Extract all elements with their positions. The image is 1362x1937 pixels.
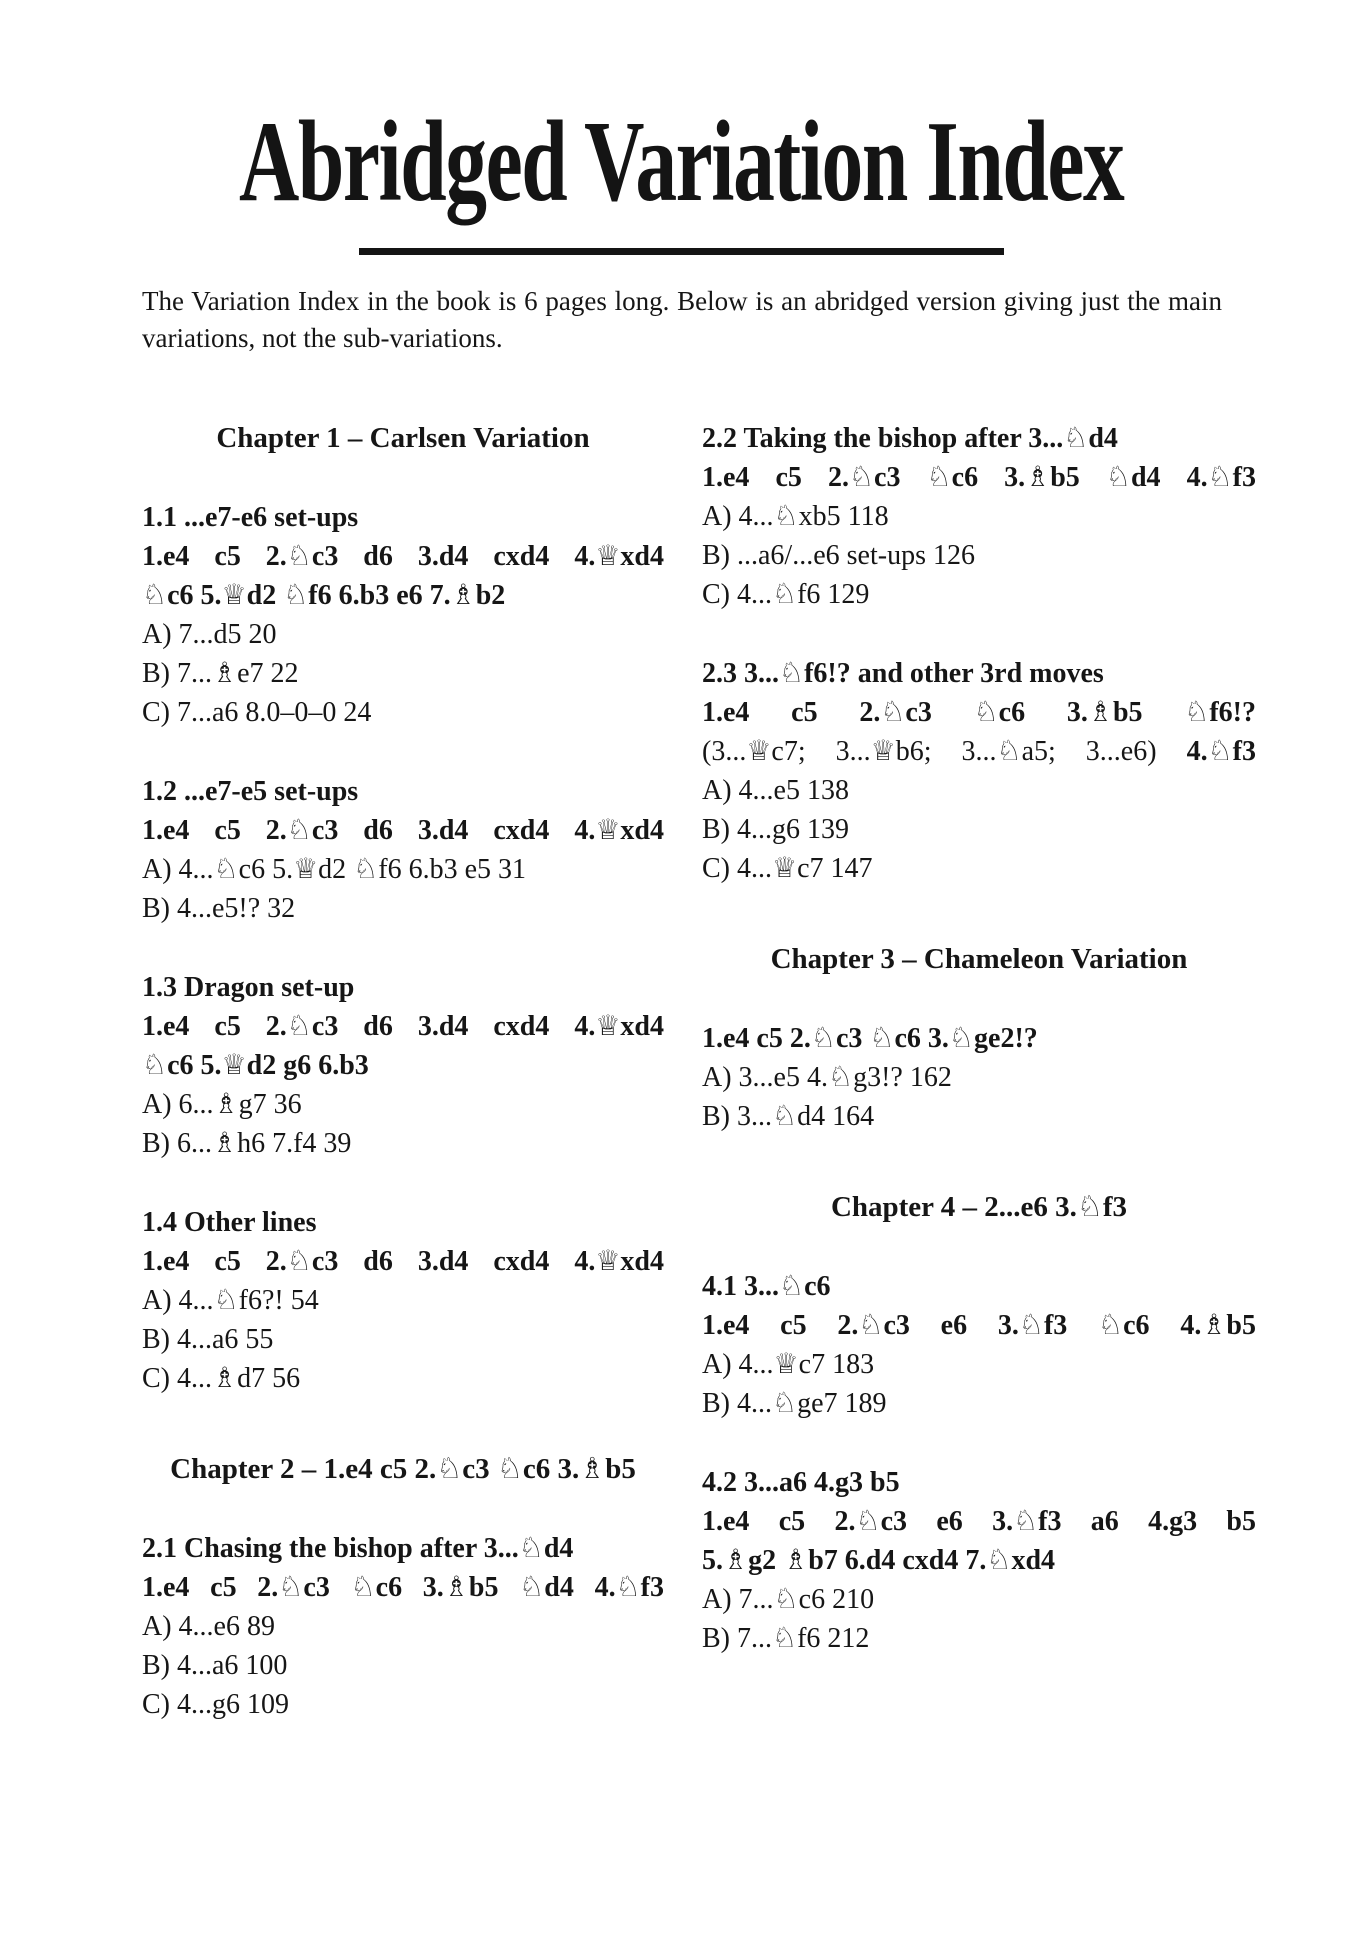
section-heading: 2.3 3...♘f6!? and other 3rd moves (702, 657, 1104, 689)
section-heading: 4.1 3...♘c6 (702, 1270, 831, 1302)
variation-section (702, 654, 1256, 888)
variation-line: B) 6...♗h6 7.f4 39 (142, 1127, 352, 1159)
chapter-heading: Chapter 4 – 2...e6 3.♘f3 (830, 1190, 1128, 1223)
variation-line: B) ...a6/...e6 set-ups 126 (702, 539, 975, 571)
moves-plain-part: (3...♕c7; 3...♕b6; 3...♘a5; 3...e6) (702, 735, 1187, 767)
variation-line: A) 4...e5 138 (702, 774, 849, 806)
variation-section (142, 968, 664, 1163)
moves-line: 1.e4 c5 2.♘c3 e6 3.♘f3 a6 4.g3 b5 (702, 1505, 1256, 1537)
variation-section (702, 419, 1256, 614)
chapter-heading: Chapter 3 – Chameleon Variation (770, 942, 1188, 975)
variation-line: C) 4...♗d7 56 (142, 1362, 301, 1394)
variation-line: B) 4...g6 139 (702, 813, 849, 845)
variation-line: B) 4...a6 55 (142, 1323, 274, 1355)
chapter-heading: Chapter 2 – 1.e4 c5 2.♘c3 ♘c6 3.♗b5 (170, 1452, 636, 1485)
variation-line: A) 7...d5 20 (142, 618, 277, 650)
moves-bold-part: 4.♘f3 (1186, 735, 1256, 767)
variation-line: B) 7...♘f6 212 (702, 1622, 870, 1654)
moves-line: 1.e4 c5 2.♘c3 ♘c6 3.♗b5 ♘f6!? (702, 696, 1256, 728)
section-heading: 2.1 Chasing the bishop after 3...♘d4 (142, 1532, 574, 1564)
variation-line: A) 4...♕c7 183 (702, 1348, 875, 1380)
variation-line: C) 4...♘f6 129 (702, 578, 870, 610)
section-heading: 1.3 Dragon set-up (142, 971, 355, 1003)
variation-section (702, 1019, 1256, 1136)
moves-line: ♘c6 5.♕d2 ♘f6 6.b3 e6 7.♗b2 (142, 579, 506, 611)
section-heading: 2.2 Taking the bishop after 3...♘d4 (702, 422, 1118, 454)
variation-line: C) 4...♕c7 147 (702, 852, 873, 884)
section-heading: 1.4 Other lines (142, 1206, 317, 1238)
variation-line: A) 7...♘c6 210 (702, 1583, 875, 1615)
right-column (702, 419, 1256, 1724)
moves-line (702, 732, 1256, 771)
section-heading: 1.2 ...e7-e5 set-ups (142, 775, 359, 807)
moves-line: 1.e4 c5 2.♘c3 d6 3.d4 cxd4 4.♕xd4 (142, 1010, 664, 1042)
variation-line: C) 4...g6 109 (142, 1688, 289, 1720)
moves-line: 1.e4 c5 2.♘c3 ♘c6 3.♘ge2!? (702, 1022, 1038, 1054)
variation-line: B) 4...♘ge7 189 (702, 1387, 887, 1419)
variation-line: B) 4...e5!? 32 (142, 892, 296, 924)
variation-line: A) 4...e6 89 (142, 1610, 275, 1642)
section-heading: 4.2 3...a6 4.g3 b5 (702, 1466, 900, 1498)
variation-section (142, 498, 664, 732)
page-title (0, 98, 1362, 228)
variation-line: B) 4...a6 100 (142, 1649, 288, 1681)
section-heading: 1.1 ...e7-e6 set-ups (142, 501, 359, 533)
left-column (142, 419, 664, 1724)
variation-line: A) 3...e5 4.♘g3!? 162 (702, 1061, 952, 1093)
variation-line: B) 3...♘d4 164 (702, 1100, 875, 1132)
chapter-heading: Chapter 1 – Carlsen Variation (216, 421, 590, 454)
intro-paragraph: The Variation Index in the book is 6 pages long. Below is an abridged version giving just the main variations, not the sub-variations. (142, 285, 1222, 353)
variation-section (142, 1203, 664, 1398)
moves-line: 1.e4 c5 2.♘c3 d6 3.d4 cxd4 4.♕xd4 (142, 814, 664, 846)
moves-line: 1.e4 c5 2.♘c3 d6 3.d4 cxd4 4.♕xd4 (142, 540, 664, 572)
variation-line: A) 4...♘xb5 118 (702, 500, 889, 532)
moves-line: 1.e4 c5 2.♘c3 e6 3.♘f3 ♘c6 4.♗b5 (702, 1309, 1256, 1341)
columns (0, 419, 1362, 1724)
moves-line: 5.♗g2 ♗b7 6.d4 cxd4 7.♘xd4 (702, 1544, 1056, 1576)
page-title-text: Abridged Variation Index (238, 98, 1124, 226)
moves-line: 1.e4 c5 2.♘c3 ♘c6 3.♗b5 ♘d4 4.♘f3 (702, 461, 1256, 493)
title-rule (359, 248, 1004, 255)
moves-line: 1.e4 c5 2.♘c3 d6 3.d4 cxd4 4.♕xd4 (142, 1245, 664, 1277)
moves-line: ♘c6 5.♕d2 g6 6.b3 (142, 1049, 369, 1081)
variation-line: C) 7...a6 8.0–0–0 24 (142, 696, 372, 728)
variation-line: A) 6...♗g7 36 (142, 1088, 302, 1120)
variation-section (142, 772, 664, 928)
moves-line: 1.e4 c5 2.♘c3 ♘c6 3.♗b5 ♘d4 4.♘f3 (142, 1571, 664, 1603)
variation-section (702, 1267, 1256, 1423)
variation-section (142, 1529, 664, 1724)
variation-line: A) 4...♘f6?! 54 (142, 1284, 319, 1316)
variation-line: B) 7...♗e7 22 (142, 657, 299, 689)
variation-section (702, 1463, 1256, 1658)
variation-line: A) 4...♘c6 5.♕d2 ♘f6 6.b3 e5 31 (142, 853, 527, 885)
